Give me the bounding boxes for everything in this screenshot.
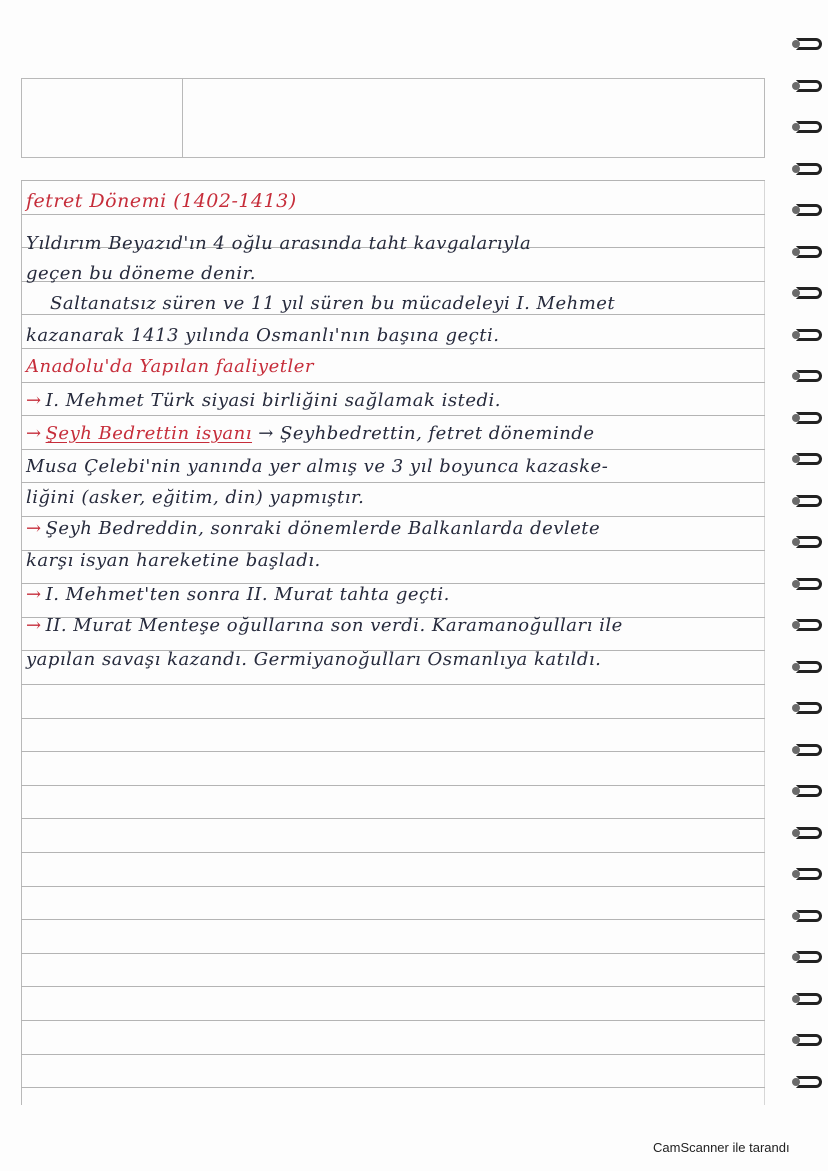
spiral-ring bbox=[790, 244, 824, 260]
spiral-ring bbox=[790, 659, 824, 675]
arrow-icon: → bbox=[26, 390, 42, 411]
ruled-line bbox=[21, 348, 765, 349]
spiral-ring bbox=[790, 742, 824, 758]
ring-wire bbox=[796, 121, 822, 133]
ruled-line bbox=[21, 919, 765, 920]
note-line: liğini (asker, eğitim, din) yapmıştır. bbox=[26, 487, 365, 508]
spiral-ring bbox=[790, 617, 824, 633]
spiral-ring bbox=[790, 534, 824, 550]
arrow-icon: → bbox=[26, 615, 42, 636]
ring-wire bbox=[796, 1034, 822, 1046]
ruled-line bbox=[21, 953, 765, 954]
ring-wire bbox=[796, 329, 822, 341]
ring-wire bbox=[796, 827, 822, 839]
ruled-line bbox=[21, 1020, 765, 1021]
bullet-text: → Şeyhbedrettin, fetret döneminde bbox=[258, 423, 595, 444]
spiral-ring bbox=[790, 1032, 824, 1048]
ruled-line bbox=[21, 1054, 765, 1055]
highlighted-topic: Şeyh Bedrettin isyanı bbox=[45, 423, 253, 444]
note-line: geçen bu döneme denir. bbox=[26, 263, 256, 284]
ring-wire bbox=[796, 80, 822, 92]
ruled-line bbox=[21, 482, 765, 483]
ring-wire bbox=[796, 38, 822, 50]
ring-wire bbox=[796, 495, 822, 507]
spiral-ring bbox=[790, 783, 824, 799]
spiral-ring bbox=[790, 327, 824, 343]
spiral-ring bbox=[790, 1074, 824, 1090]
ruled-line bbox=[21, 718, 765, 719]
spiral-ring bbox=[790, 493, 824, 509]
arrow-icon: → bbox=[26, 584, 42, 605]
bullet-line bbox=[26, 423, 594, 444]
ring-wire bbox=[796, 951, 822, 963]
spiral-ring bbox=[790, 700, 824, 716]
spiral-ring bbox=[790, 285, 824, 301]
spiral-ring bbox=[790, 161, 824, 177]
arrow-icon: → bbox=[26, 423, 42, 444]
note-line: yapılan savaşı kazandı. Germiyanoğulları Osmanlıya katıldı. bbox=[26, 649, 602, 670]
bullet-line bbox=[26, 390, 501, 411]
ruled-line bbox=[21, 818, 765, 819]
ring-wire bbox=[796, 993, 822, 1005]
ruled-line bbox=[21, 986, 765, 987]
ruled-line bbox=[21, 886, 765, 887]
note-line: Saltanatsız süren ve 11 yıl süren bu mücadeleyi I. Mehmet bbox=[50, 293, 616, 314]
bullet-text: II. Murat Menteşe oğullarına son verdi. Karamanoğulları ile bbox=[45, 615, 623, 636]
ruled-line bbox=[21, 785, 765, 786]
spiral-ring bbox=[790, 451, 824, 467]
ring-wire bbox=[796, 204, 822, 216]
bullet-text: I. Mehmet Türk siyasi birliğini sağlamak istedi. bbox=[45, 390, 501, 411]
ring-wire bbox=[796, 578, 822, 590]
spiral-ring bbox=[790, 825, 824, 841]
subheading: Anadolu'da Yapılan faaliyetler bbox=[26, 356, 314, 377]
spiral-ring bbox=[790, 908, 824, 924]
ruled-line bbox=[21, 214, 765, 215]
ruled-line bbox=[21, 180, 765, 181]
ring-wire bbox=[796, 785, 822, 797]
spiral-ring bbox=[790, 202, 824, 218]
ruled-line bbox=[21, 382, 765, 383]
ring-wire bbox=[796, 868, 822, 880]
bullet-line bbox=[26, 615, 623, 636]
spiral-ring bbox=[790, 36, 824, 52]
bullet-line bbox=[26, 518, 600, 539]
note-line: kazanarak 1413 yılında Osmanlı'nın başına geçti. bbox=[26, 325, 500, 346]
spiral-ring bbox=[790, 576, 824, 592]
ruled-line bbox=[21, 1087, 765, 1088]
ring-wire bbox=[796, 744, 822, 756]
ring-wire bbox=[796, 370, 822, 382]
spiral-ring bbox=[790, 866, 824, 882]
ring-wire bbox=[796, 619, 822, 631]
ruled-line bbox=[21, 314, 765, 315]
spiral-ring bbox=[790, 949, 824, 965]
ring-wire bbox=[796, 287, 822, 299]
spiral-ring bbox=[790, 991, 824, 1007]
ring-wire bbox=[796, 702, 822, 714]
ring-wire bbox=[796, 163, 822, 175]
note-line: Musa Çelebi'nin yanında yer almış ve 3 yıl boyunca kazaske- bbox=[26, 456, 609, 477]
ruled-line bbox=[21, 449, 765, 450]
spiral-ring bbox=[790, 368, 824, 384]
bullet-text: Şeyh Bedreddin, sonraki dönemlerde Balkanlarda devlete bbox=[45, 518, 601, 539]
spiral-ring bbox=[790, 410, 824, 426]
ring-wire bbox=[796, 412, 822, 424]
ring-wire bbox=[796, 453, 822, 465]
spiral-ring bbox=[790, 78, 824, 94]
ring-wire bbox=[796, 910, 822, 922]
scanner-watermark: CamScanner ile tarandı bbox=[653, 1140, 790, 1155]
note-line: Yıldırım Beyazıd'ın 4 oğlu arasında taht kavgalarıyla bbox=[26, 233, 532, 254]
ruled-line bbox=[21, 852, 765, 853]
header-box bbox=[21, 78, 765, 158]
ring-wire bbox=[796, 536, 822, 548]
ring-wire bbox=[796, 661, 822, 673]
spiral-ring bbox=[790, 119, 824, 135]
ring-wire bbox=[796, 1076, 822, 1088]
bullet-text: I. Mehmet'ten sonra II. Murat tahta geçti. bbox=[45, 584, 450, 605]
header-divider bbox=[182, 78, 183, 158]
ruled-line bbox=[21, 684, 765, 685]
ring-wire bbox=[796, 246, 822, 258]
arrow-icon: → bbox=[26, 518, 42, 539]
lined-area bbox=[21, 180, 765, 1105]
note-line: karşı isyan hareketine başladı. bbox=[26, 550, 321, 571]
bullet-line bbox=[26, 584, 450, 605]
ruled-line bbox=[21, 516, 765, 517]
note-title: fetret Dönemi (1402-1413) bbox=[26, 190, 297, 212]
ruled-line bbox=[21, 415, 765, 416]
ruled-line bbox=[21, 751, 765, 752]
